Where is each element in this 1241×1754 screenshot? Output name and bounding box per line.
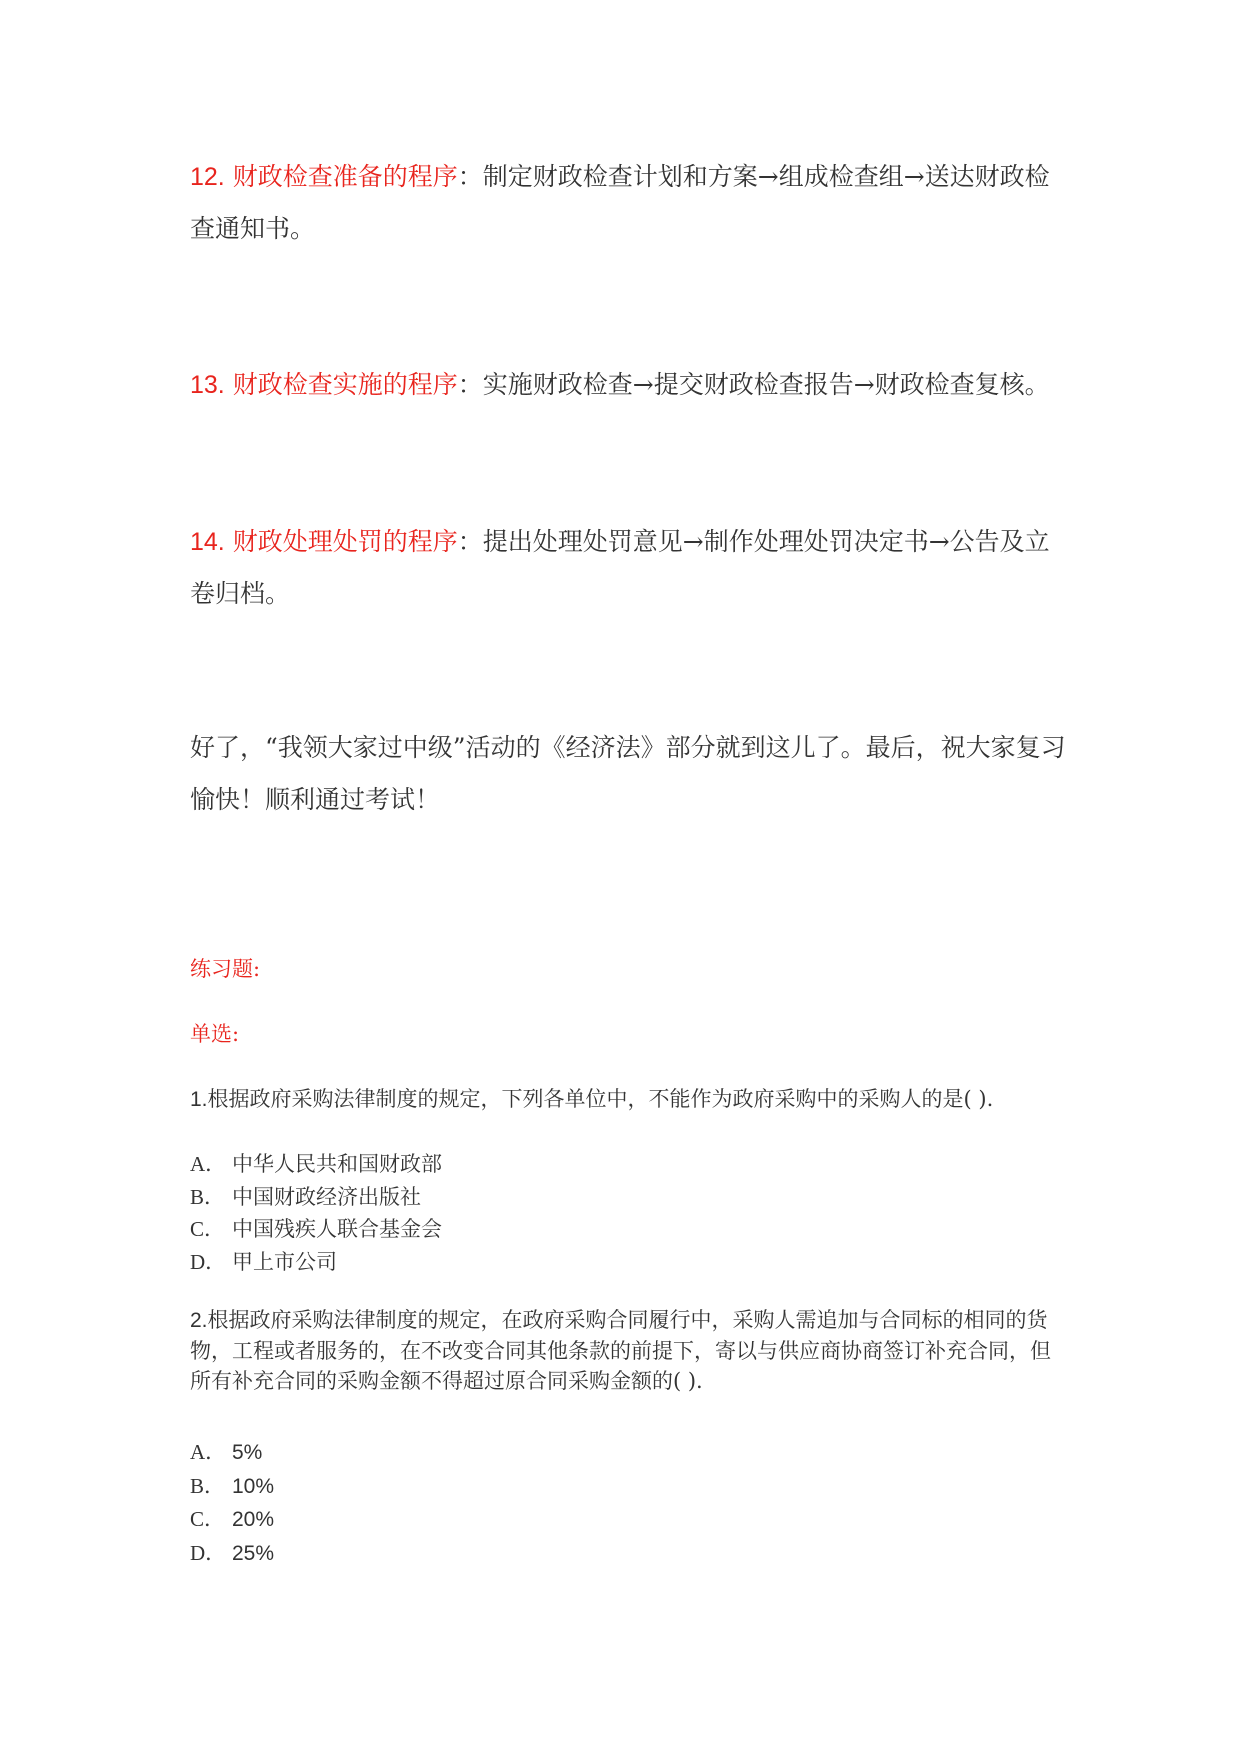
list-item bbox=[190, 1503, 274, 1537]
question-1-number: 1. bbox=[190, 1088, 208, 1111]
question-2-number: 2. bbox=[190, 1309, 208, 1332]
option-text: 中华人民共和国财政部 bbox=[232, 1152, 442, 1176]
question-1-text: 根据政府采购法律制度的规定，下列各单位中，不能作为政府采购中的采购人的是( ). bbox=[207, 1087, 994, 1111]
list-item bbox=[190, 1537, 274, 1571]
option-text: 25% bbox=[232, 1541, 275, 1565]
option-text: 10% bbox=[232, 1474, 275, 1498]
question-2-options bbox=[190, 1436, 274, 1570]
option-letter: D． bbox=[190, 1249, 227, 1274]
section-13-colon: ： bbox=[457, 370, 483, 399]
option-letter: C． bbox=[190, 1507, 226, 1531]
option-letter: B． bbox=[190, 1184, 226, 1209]
section-13-title: 财政检查实施的程序 bbox=[232, 370, 458, 399]
option-text: 5% bbox=[232, 1441, 263, 1464]
exercise-heading: 练习题: bbox=[190, 957, 261, 981]
option-letter: A． bbox=[190, 1152, 227, 1176]
section-12 bbox=[190, 151, 1070, 255]
question-2-text: 根据政府采购法律制度的规定，在政府采购合同履行中，采购人需追加与合同标的相同的货物，工程或者服务的，在不改变合同其他条款的前提下，寄以与供应商协商签订补充合同，但所有补充合同的采购金额不得超过原合同采购金额的( ). bbox=[190, 1308, 1051, 1393]
section-14-title: 财政处理处罚的程序 bbox=[232, 527, 458, 556]
section-14 bbox=[190, 516, 1070, 620]
list-item bbox=[190, 1213, 442, 1246]
option-text: 20% bbox=[232, 1508, 275, 1531]
option-text: 中国残疾人联合基金会 bbox=[232, 1217, 442, 1241]
section-13 bbox=[190, 359, 1070, 411]
section-14-colon: ： bbox=[457, 527, 483, 556]
section-12-number: 12. bbox=[190, 163, 225, 191]
section-12-body: 制定财政检查计划和方案→组成检查组→送达财政检查通知书。 bbox=[190, 162, 1050, 243]
question-type-label: 单选: bbox=[190, 1022, 240, 1046]
list-item bbox=[190, 1470, 274, 1504]
option-text: 甲上市公司 bbox=[232, 1249, 337, 1274]
list-item bbox=[190, 1436, 274, 1470]
option-letter: D． bbox=[190, 1540, 227, 1565]
list-item bbox=[190, 1148, 442, 1181]
section-13-body: 实施财政检查→提交财政检查报告→财政检查复核。 bbox=[482, 370, 1050, 399]
list-item bbox=[190, 1246, 442, 1279]
list-item bbox=[190, 1181, 442, 1214]
option-letter: C． bbox=[190, 1217, 226, 1241]
question-1-options bbox=[190, 1148, 442, 1278]
question-2 bbox=[190, 1305, 1070, 1396]
option-letter: B． bbox=[190, 1473, 226, 1498]
section-12-colon: ： bbox=[457, 162, 483, 191]
section-12-title: 财政检查准备的程序 bbox=[232, 162, 458, 191]
section-14-number: 14. bbox=[190, 528, 225, 556]
closing-paragraph: 好了，“我领大家过中级”活动的《经济法》部分就到这儿了。最后，祝大家复习愉快！顺利通过考试！ bbox=[190, 733, 1066, 814]
option-text: 中国财政经济出版社 bbox=[232, 1184, 421, 1209]
option-letter: A． bbox=[190, 1440, 227, 1464]
question-1 bbox=[190, 1083, 1070, 1116]
section-13-number: 13. bbox=[190, 371, 225, 399]
section-14-body: 提出处理处罚意见→制作处理处罚决定书→公告及立卷归档。 bbox=[190, 527, 1050, 608]
